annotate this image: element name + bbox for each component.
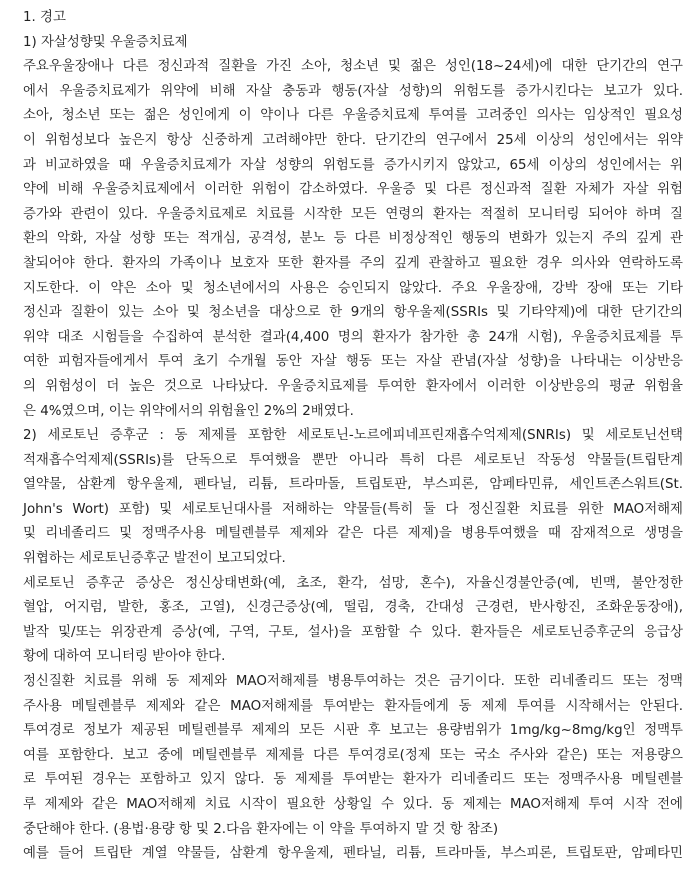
- text-line: John's Wort) 포함) 및 세로토닌대사를 저해하는 약물들(특히 둘 다 정신질환 치료를 위한 MAO저해제: [23, 501, 683, 517]
- text-line: 이 위험성보다 높은지 항상 신중하게 고려해야만 한다. 단기간의 연구에서 25세 이상의 성인에서는 위약: [23, 132, 683, 148]
- text-line: 소아, 청소년 또는 젊은 성인에게 이 약이나 다른 우울증치료제 투여를 고려중인 의사는 임상적인 필요성: [23, 108, 683, 124]
- text-line: 위협하는 세로토닌증후군 발전이 보고되었다.: [23, 551, 286, 567]
- text-line: 여한 피험자들에게서 투여 초기 수개월 동안 자살 행동 또는 자살 관념(자살 성향)을 나타내는 이상반응: [23, 354, 683, 370]
- text-line: 주요우울장애나 다른 정신과적 질환을 가진 소아, 청소년 및 젊은 성인(18~24세)에 대한 단기간의 연구: [23, 59, 683, 75]
- text-line: 환의 악화, 자살 성향 또는 적개심, 공격성, 분노 등 다른 비정상적인 행동의 변화가 있는지 주의 깊게 관: [23, 231, 683, 247]
- text-line: 황에 대하여 모니터링 받아야 한다.: [23, 649, 226, 665]
- text-line: 위약 대조 시험들을 수집하여 분석한 결과(4,400 명의 환자가 참가한 총 24개 시험), 우울증치료제를 투: [23, 329, 683, 345]
- text-line: 약에 비해 우울증치료제에서 이러한 위험이 감소하였다. 우울증 및 다른 정신과적 질환 자체가 자살 위험: [23, 182, 683, 198]
- text-line: 의 위험성이 더 높은 것으로 나타났다. 우울증치료제를 투여한 환자에서 이러한 이상반응의 평균 위험율: [23, 378, 683, 394]
- text-line: 증가와 관련이 있다. 우울증치료제로 치료를 시작한 모든 연령의 환자는 적절히 모니터링 되어야 하며 질: [23, 206, 683, 222]
- text-line: 중단해야 한다. (용법·용량 항 및 2.다음 환자에는 이 약을 투여하지 말 것 항 참조): [23, 821, 499, 837]
- document-body: [23, 6, 683, 867]
- text-line: 과 비교하였을 때 우울증치료제가 자살 성향의 위험도를 증가시키지 않았고, 65세 이상의 성인에서는 위: [23, 157, 683, 173]
- text-line: 은 4%였으며, 이는 위약에서의 위험율인 2%의 2배였다.: [23, 403, 354, 419]
- text-line: 적재흡수억제제(SSRIs)를 단독으로 투여했을 뿐만 아니라 특히 다른 세로토닌 작동성 약물들(트립탄계: [23, 452, 683, 468]
- text-line: 2) 세로토닌 증후군 : 동 제제를 포함한 세로토닌-노르에피네프린재흡수억제제(SNRIs) 및 세로토닌선택: [23, 428, 683, 444]
- text-line: 혈압, 어지럼, 발한, 홍조, 고열), 신경근증상(예, 떨림, 경축, 간대성 근경련, 반사항진, 조화운동장애),: [23, 600, 683, 616]
- section-heading: 1. 경고: [23, 10, 66, 25]
- text-line: 여를 포함한다. 보고 중에 메틸렌블루 제제를 다른 투여경로(정제 또는 국소 주사와 같은) 또는 저용량으: [23, 747, 683, 763]
- text-line: 정신과 질환이 있는 소아 및 청소년을 대상으로 한 9개의 항우울제(SSRIs 및 기타약제)에 대한 단기간의: [23, 305, 683, 321]
- text-line: 로 투여된 경우는 포함하고 있지 않다. 동 제제를 투여받는 환자가 리네졸리드 또는 정맥주사용 메틸렌블: [23, 772, 683, 788]
- text-line: 투여경로 정보가 제공된 메틸렌블루 제제의 모든 시판 후 보고는 용량범위가 1mg/kg~8mg/kg인 정맥투: [23, 723, 683, 739]
- text-line: 루 제제와 같은 MAO저해제 치료 시작이 필요한 상황일 수 있다. 동 제제는 MAO저해제 투여 시작 전에: [23, 797, 683, 812]
- text-line: 열약물, 삼환계 항우울제, 펜타닐, 리튬, 트라마돌, 트립토판, 부스피론, 암페타민류, 세인트존스워트(St.: [23, 477, 683, 493]
- text-line: 및 리네졸리드 및 정맥주사용 메틸렌블루 제제와 같은 다른 제제)을 병용투여했을 때 잠재적으로 생명을: [23, 526, 683, 542]
- text-line: 주사용 메틸렌블루 제제와 같은 MAO저해제를 투여받는 환자들에게 동 제제 투여를 시작해서는 안된다.: [23, 698, 683, 714]
- text-line: 에서 우울증치료제가 위약에 비해 자살 충동과 행동(자살 성향)의 위험도를 증가시킨다는 보고가 있다.: [23, 83, 683, 99]
- text-line: 찰되어야 한다. 환자의 가족이나 보호자 또한 환자를 주의 깊게 관찰하고 필요한 경우 의사와 연락하도록: [23, 255, 683, 271]
- subsection-heading: 1) 자살성향및 우울증치료제: [23, 34, 188, 50]
- text-line: 예를 들어 트립탄 계열 약물들, 삼환계 항우울제, 펜타닐, 리튬, 트라마돌, 부스피론, 트립토판, 암페타민: [23, 846, 683, 862]
- text-line: 정신질환 치료를 위해 동 제제와 MAO저해제를 병용투여하는 것은 금기이다. 또한 리네졸리드 또는 정맥: [23, 674, 683, 690]
- text-line: 지도한다. 이 약은 소아 및 청소년에서의 사용은 승인되지 않았다. 주요 우울장애, 강박 장애 또는 기타: [23, 280, 683, 296]
- text-line: 세로토닌 증후군 증상은 정신상태변화(예, 초조, 환각, 섬망, 혼수), 자율신경불안증(예, 빈맥, 불안정한: [23, 575, 683, 591]
- text-line: 발작 및/또는 위장관계 증상(예, 구역, 구토, 설사)을 포함할 수 있다. 환자들은 세로토닌증후군의 응급상: [23, 624, 683, 640]
